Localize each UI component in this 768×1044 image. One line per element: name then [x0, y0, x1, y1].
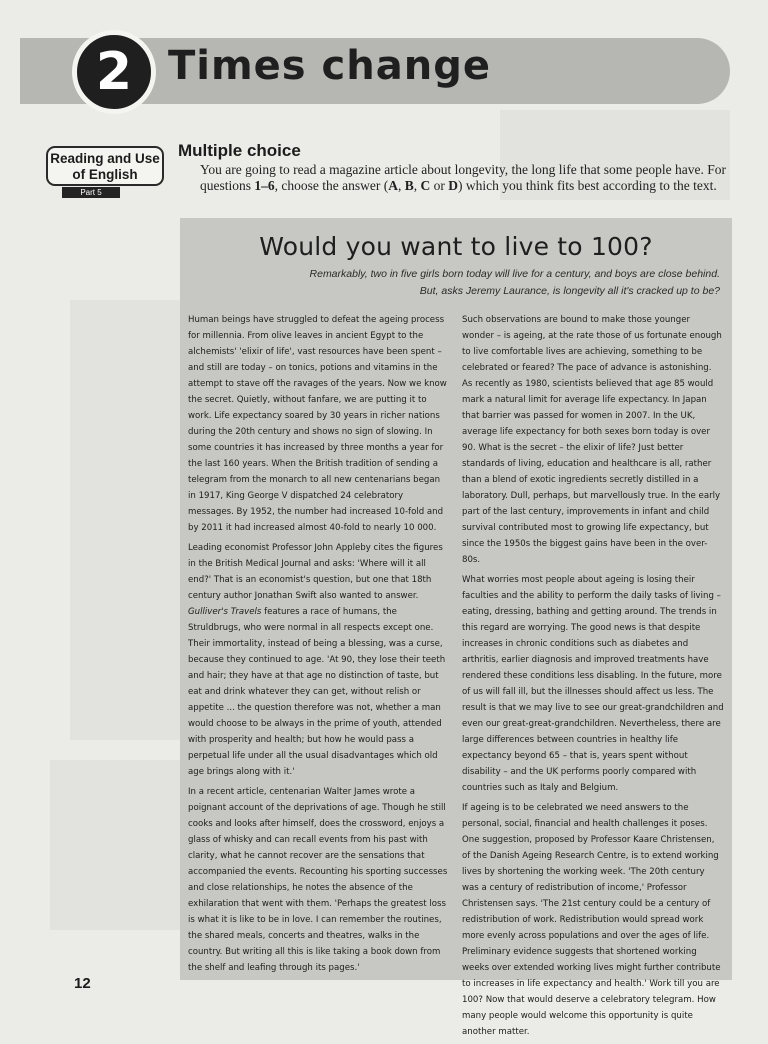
article-standfirst: [190, 266, 720, 300]
standfirst-line: But, asks Jeremy Laurance, is longevity all it's cracked up to be?: [419, 285, 720, 297]
unit-title: Times change: [168, 43, 491, 89]
choice-letter: D: [448, 178, 458, 193]
task-instructions: You are going to read a magazine article about longevity, the long life that some people have. For questions 1–6, choose the answer (A, B, C or D) which you think fits best according to the text.: [200, 162, 726, 193]
article-paragraph: In a recent article, centenarian Walter James wrote a poignant account of the deprivations of age. Though he still cooks and looks after himself, does the crossword, enjoys a glass of whisky and can recall events from his past with clarity, what he cannot recover are the sensations that accompanied the events. Recounting his sporting successes and close relationships, he notes the absence of the exhilaration that went with them. 'Perhaps the greatest loss is what it is like to be in love. I can remember the routines, the shared meals, concerts and theatres, walks in the country. But writing all this is like taking a book down from the shelf and leafing through its pages.': [188, 787, 448, 973]
unit-number-badge: [72, 30, 156, 114]
choice-letter: C: [420, 178, 431, 193]
bleed-through-block: [50, 760, 180, 930]
choice-letter: A: [388, 178, 398, 193]
article-panel: [180, 218, 732, 1037]
article-paragraph: If ageing is to be celebrated we need answers to the personal, social, financial and health challenges it poses. One suggestion, proposed by Professor Kaare Christensen, of the Danish Ageing Research Centre, is to extend working lives by shortening the working week. 'The 20th century was a century of redistribution of income,' Professor Christensen says. 'The 21st century could be a century of redistribution of work. Redistribution would spread work more evenly across populations and over the ages of life. Preliminary evidence suggests that shortened working weeks over extended working lives might further contribute to increases in life expectancy and health.' Work till you are 100? Now that would deserve a celebratory telegram. How many people would welcome this opportunity is quite another matter.: [462, 803, 721, 1037]
choice-letter: B: [404, 178, 414, 193]
article-left-column: [188, 312, 450, 980]
unit-number: 2: [95, 42, 133, 102]
paragraph-text: features a race of humans, the Struldbrugs, who were normal in all respects except one. Their immortality, instead of being a blessing, was a curse, because they continued to age. 'At 90, they lose their teeth and hair; they have at that age no distinction of taste, but eat and drink whatever they can get, without relish or appetite ... the question therefore was not, whether a man would choose to be always in the prime of youth, attended with prosperity and health; but how he would pass a perpetual life under all the usual disadvantages which old age brings along with it.': [188, 607, 446, 777]
instruction-text: , choose the answer (: [274, 178, 389, 193]
bleed-through-block: [70, 300, 180, 740]
page-number: 12: [74, 975, 91, 992]
instruction-text: ) which you think fits best according to the text.: [458, 178, 717, 193]
article-title: Would you want to live to 100?: [259, 232, 653, 261]
part-tag: Part 5: [62, 187, 120, 198]
article-right-column: [462, 312, 724, 1044]
article-paragraph: Such observations are bound to make those younger wonder – is ageing, at the rate those of us fortunate enough to live comfortable lives are achieving, something to be celebrated or feared? The pace of advance is astonishing. As recently as 1980, scientists believed that age 85 would mark a natural limit for average life expectancy. In Japan that barrier was passed for women in 2007. In the UK, average life expectancy for both sexes born today is over 90. What is the secret – the elixir of life? Just better standards of living, education and healthcare is all, rather than a blend of exotic ingredients secretly distilled in a laboratory. Dull, perhaps, but marvellously true. In the early part of the last century, improvements in infant and child survival contributed most to growing life expectancy, but since the 1950s the biggest gains have been in the over-80s.: [462, 315, 722, 565]
article-paragraph: [188, 540, 450, 780]
article-paragraph: Human beings have struggled to defeat the ageing process for millennia. From olive leaves in ancient Egypt to the alchemists' 'elixir of life', vast resources have been spent – and still are today – on tonics, potions and vitamins in the attempt to stave off the ravages of the years. Now we know the secret. Quietly, without fanfare, we are putting it to work. Life expectancy soared by 30 years in richer nations during the 20th century and shows no sign of slowing. In some countries it has increased by three months a year for the last 160 years. When the British tradition of sending a telegram from the monarch to all new centenarians began in 1917, King George V dispatched 24 celebratory messages. By 1952, the number had increased 10-fold and by 2011 it had increased almost 40-fold to nearly 10 000.: [188, 315, 447, 533]
section-label-box: [46, 146, 164, 186]
book-title: Gulliver's Travels: [188, 607, 262, 617]
section-label: Reading and Use of English: [50, 151, 160, 182]
paragraph-text: Leading economist Professor John Appleby cites the figures in the British Medical Journal and asks: 'Where will it all end?' That is an economist's question, but one that 18th century author Jonathan Swift also wanted to answer.: [188, 543, 443, 601]
instruction-text: You are going to read a magazine article about longevity, the long life that some people have. For questions: [200, 162, 726, 193]
article-paragraph: What worries most people about ageing is losing their faculties and the ability to perform the daily tasks of living – eating, dressing, bathing and getting around. The trends in this regard are worrying. The good news is that despite increases in chronic conditions such as diabetes and arthritis, earlier diagnosis and improved treatments have rendered these conditions less disabling. In the future, more of us will fall ill, but the illnesses should affect us less. The result is that we may live to see our great-grandchildren and even our great-great-grandchildren. Nevertheless, there are large differences between countries in healthy life expectancy beyond 65 – that is, years spent without disability – and the UK performs poorly compared with countries such as Italy and Belgium.: [462, 575, 724, 793]
task-heading: Multiple choice: [178, 141, 301, 160]
question-range: 1–6: [254, 178, 275, 193]
standfirst-line: Remarkably, two in five girls born today will live for a century, and boys are close behind.: [309, 268, 720, 280]
